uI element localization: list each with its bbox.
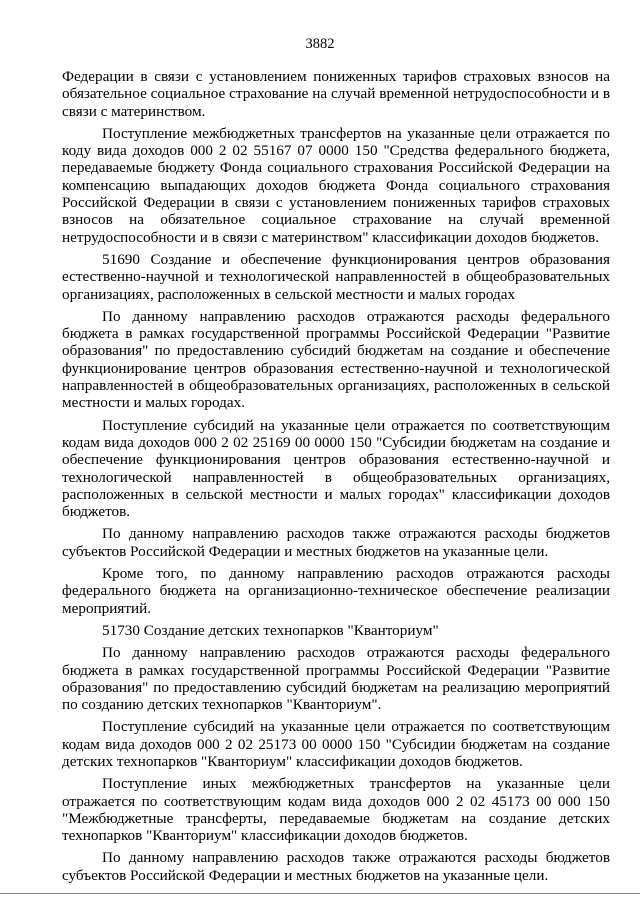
section-heading-51730: 51730 Создание детских технопарков "Кванториум" (102, 621, 439, 639)
paragraph-51730-transfers: Поступление иных межбюджетных трансфертов на указанные цели отражается по соответствующим кодам вида доходов 000 2 02 45173 00 000 150 "Межбюджетные трансферты, передаваемые бюджетам на создание детских технопарков "Кванториум" классификации доходов бюджетов. (62, 775, 610, 845)
paragraph-51690-subsidies: Поступление субсидий на указанные цели отражается по соответствующим кодам вида доходов 000 2 02 25169 00 0000 150 "Субсидии бюджетам на создание и обеспечение функционирования центров образования естественно-научной и технологической направленностей в общеобразовательных организациях, расположенных в сельской местности и малых городах" классификации доходов бюджетов. (62, 416, 610, 521)
paragraph-51690-expenses: По данному направлению расходов отражаются расходы федерального бюджета в рамках государственной программы Российской Федерации "Развитие образования" по предоставлению субсидий бюджетам на создание и обеспечение функционирование центров образования естественно-научной и технологической направленностей в общеобразовательных организациях, расположенных в сельской местности и малых городах. (62, 307, 610, 412)
document-body (62, 68, 610, 884)
bottom-scan-edge (0, 893, 640, 894)
paragraph-continuation: Федерации в связи с установлением пониженных тарифов страховых взносов на обязательное социальное страхование на случай временной нетрудоспособности и в связи с материнством. (62, 68, 610, 120)
paragraph-51690-regional: По данному направлению расходов также отражаются расходы бюджетов субъектов Российской Федерации и местных бюджетов на указанные цели. (62, 525, 610, 560)
paragraph-51730-regional: По данному направлению расходов также отражаются расходы бюджетов субъектов Российской Федерации и местных бюджетов на указанные цели. (62, 849, 610, 884)
paragraph-51690-additional: Кроме того, по данному направлению расходов отражаются расходы федерального бюджета на организационно-техническое обеспечение реализации мероприятий. (62, 565, 610, 617)
paragraph-51730-expenses: По данному направлению расходов отражаются расходы федерального бюджета в рамках государственной программы Российской Федерации "Развитие образования" по предоставлению субсидий бюджетам на реализацию мероприятий по созданию детских технопарков "Кванториум". (62, 644, 610, 714)
paragraph-51730-subsidies: Поступление субсидий на указанные цели отражается по соответствующим кодам вида доходов 000 2 02 25173 00 0000 150 "Субсидии бюджетам на создание детских технопарков "Кванториум" классификации доходов бюджетов. (62, 718, 610, 770)
page-number: 3882 (305, 36, 335, 52)
paragraph-transfers-fss: Поступление межбюджетных трансфертов на указанные цели отражается по коду вида доходов 000 2 02 55167 07 0000 150 "Средства федерального бюджета, передаваемые бюджету Фонда социального страхования Российской Федерации на компенсацию выпадающих доходов бюджета Фонда социального страхования Российской Федерации в связи с установлением пониженных тарифов страховых взносов на обязательное социальное страхование на случай временной нетрудоспособности и в связи с материнством" классификации доходов бюджетов. (62, 124, 610, 246)
section-heading-51690: 51690 Создание и обеспечение функционирования центров образования естественно-научной и технологической направленностей в общеобразовательных организациях, расположенных в сельской местности и малых городах (62, 250, 610, 303)
